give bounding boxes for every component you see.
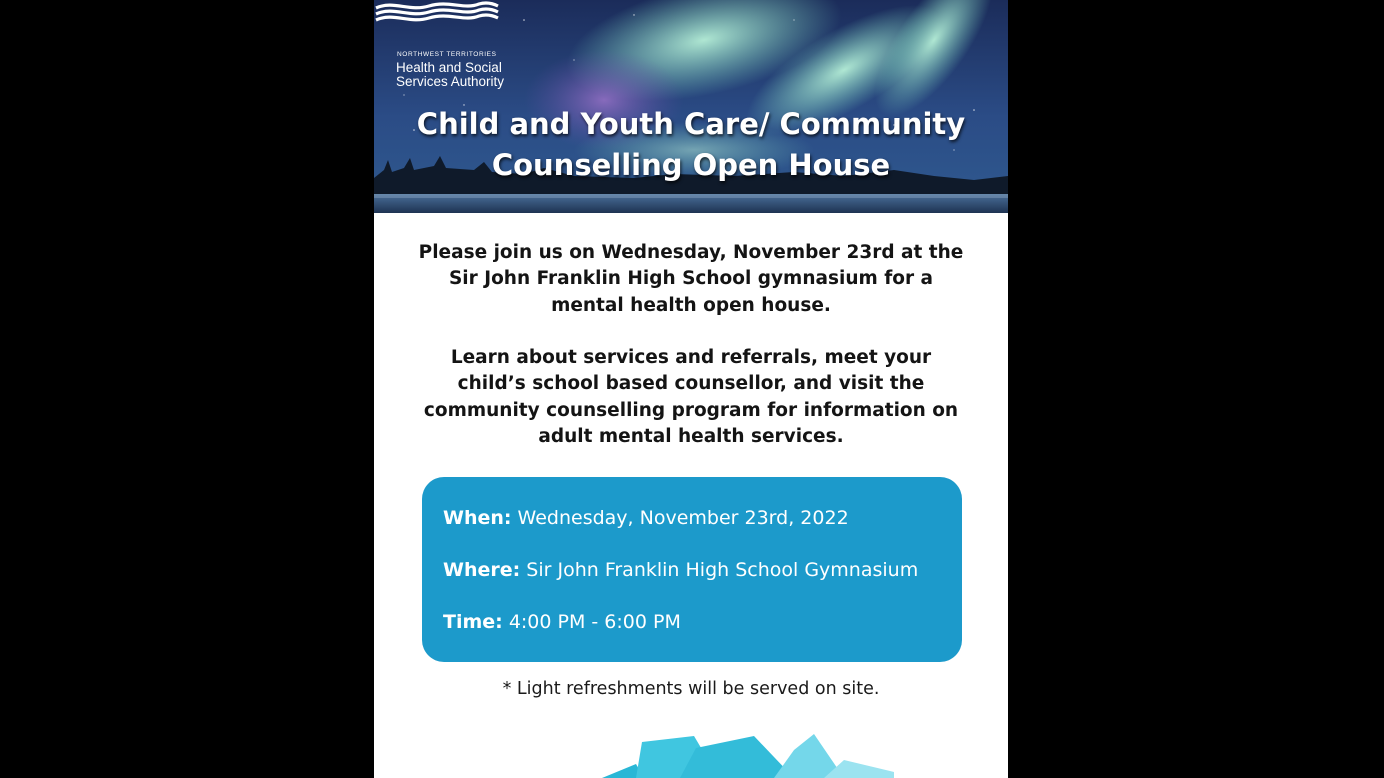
- time-value: 4:00 PM - 6:00 PM: [508, 611, 681, 633]
- refreshments-note: * Light refreshments will be served on site.: [502, 679, 880, 699]
- decorative-shapes: [374, 720, 1008, 778]
- when-value: Wednesday, November 23rd, 2022: [517, 507, 849, 529]
- aurora-banner: [374, 0, 1008, 213]
- event-details-box: [422, 477, 962, 662]
- where-label: Where:: [443, 559, 521, 581]
- logo-organization-name: Health and Social Services Authority: [396, 60, 505, 89]
- detail-when: [443, 507, 849, 529]
- time-label: Time:: [443, 611, 503, 633]
- event-title: Child and Youth Care/ Community Counselling Open House: [416, 107, 966, 182]
- intro-paragraph-2: Learn about services and referrals, meet your child’s school based counsellor, and visit the community counselling program for information on adult mental health services.: [423, 347, 959, 447]
- event-flyer: [374, 0, 1008, 778]
- logo-territory-label: NORTHWEST TERRITORIES: [397, 51, 497, 58]
- detail-where: [443, 559, 918, 581]
- intro-paragraph-1: Please join us on Wednesday, November 23rd at the Sir John Franklin High School gymnasium for a mental health open house.: [418, 242, 964, 316]
- where-value: Sir John Franklin High School Gymnasium: [526, 559, 919, 581]
- when-label: When:: [443, 507, 512, 529]
- detail-time: [443, 611, 681, 633]
- wave-logo-icon: [374, 0, 504, 30]
